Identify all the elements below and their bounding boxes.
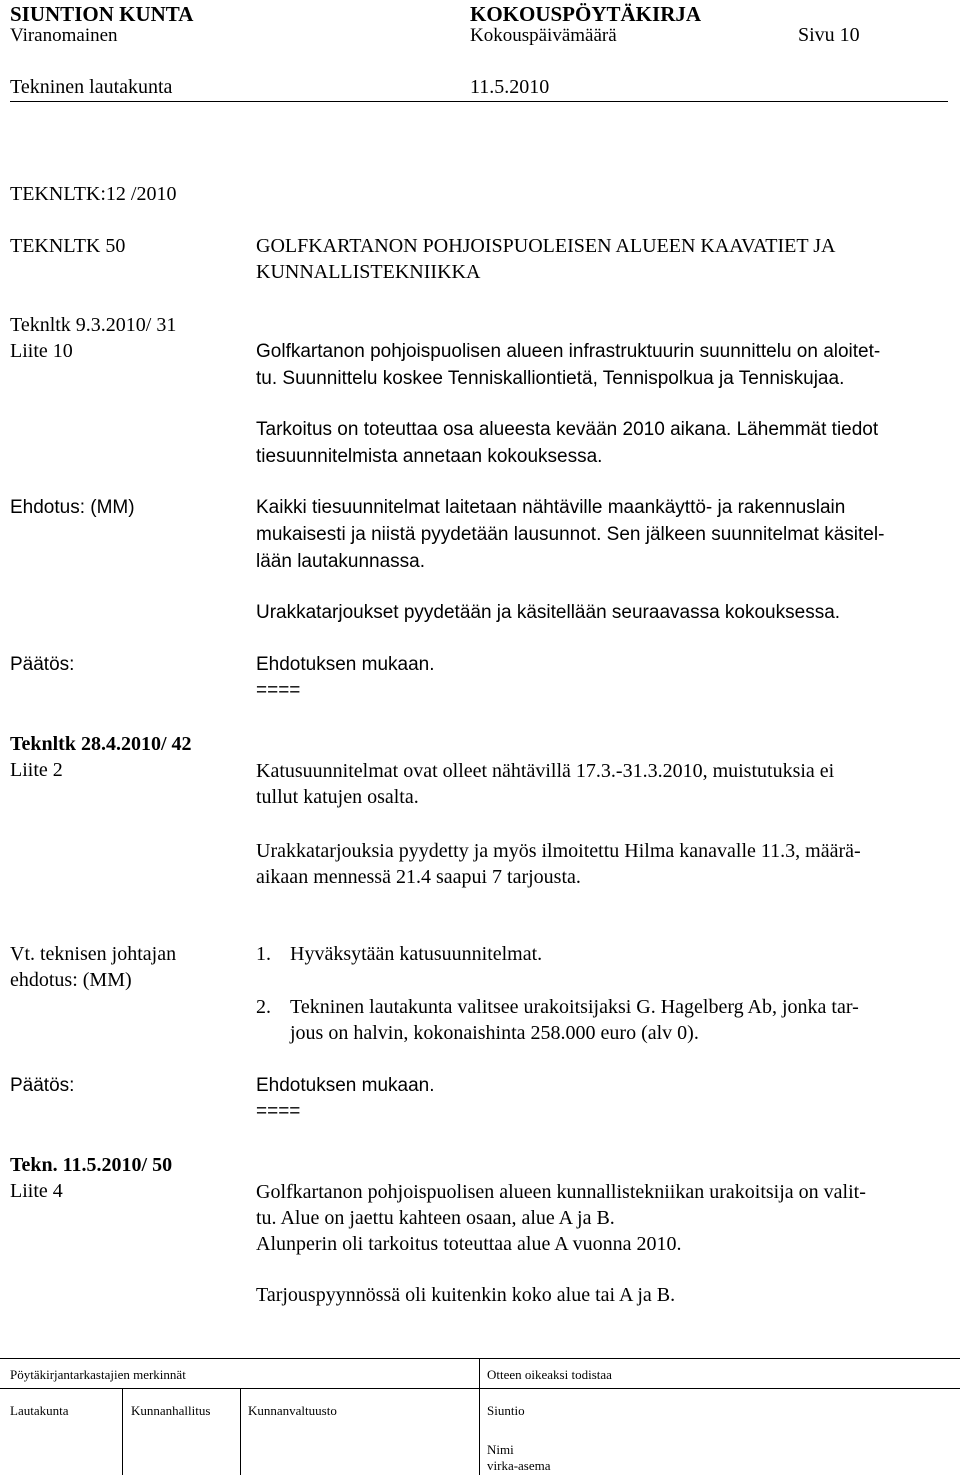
footer-council: Kunnanvaltuusto [248,1403,337,1418]
section2-text-line-4: aikaan mennessä 21.4 saapui 7 tarjousta. [256,866,581,888]
section2-attachment: Liite 2 [10,759,63,781]
footer-center-divider [479,1358,480,1475]
footer-place: Siuntio [487,1403,525,1418]
proposal2-label-line-1: Vt. teknisen johtajan [10,943,177,965]
decision-text: Ehdotuksen mukaan. [256,654,435,675]
section2-text-line-3: Urakkatarjouksia pyydetty ja myös ilmoitettu Hilma kanavalle 11.3, määrä- [256,840,861,862]
footer-reviewers-title: Pöytäkirjantarkastajien merkinnät [10,1367,186,1382]
case-number: TEKNLTK:12 /2010 [10,183,177,205]
org-name: SIUNTION KUNTA [10,2,194,26]
proposal2-item2-line-2: jous on halvin, kokonaishinta 258.000 euro (alv 0). [290,1022,699,1044]
proposal2-item1-text: Hyväksytään katusuunnitelmat. [290,943,543,965]
section2-text-line-2: tullut katujen osalta. [256,786,419,808]
proposal2-label-line-2: ehdotus: (MM) [10,969,132,991]
attachment-ref: Liite 10 [10,340,73,362]
proposal-text-line-3: lään lautakunnassa. [256,551,426,572]
section3-text-line-2: tu. Alue on jaettu kahteen osaan, alue A ja B. [256,1207,615,1229]
section3-text-line-3: Alunperin oli tarkoitus toteuttaa alue A vuonna 2010. [256,1233,682,1255]
section3-text-line-1: Golfkartanon pohjoispuolisen alueen kunnallistekniikan urakoitsija on valit- [256,1181,866,1203]
footer-divider-2 [240,1388,241,1475]
footer-certify-title: Otteen oikeaksi todistaa [487,1367,612,1382]
decision2-rule: ==== [256,1101,301,1122]
item-title-line-1: GOLFKARTANON POHJOISPUOLEISEN ALUEEN KAAVATIET JA [256,235,836,257]
intent-text-line-1: Tarkoitus on toteuttaa osa alueesta kevään 2010 aikana. Lähemmät tiedot [256,419,879,440]
background-text-line-1: Golfkartanon pohjoispuolisen alueen infrastruktuurin suunnittelu on aloitet- [256,341,881,362]
footer-role: virka-asema [487,1458,551,1473]
meeting-date: 11.5.2010 [470,76,550,98]
section2-ref: Teknltk 28.4.2010/ 42 [10,733,192,755]
background-text-line-2: tu. Suunnittelu koskee Tenniskalliontietä, Tennispolkua ja Tenniskujaa. [256,368,845,389]
decision-rule: ==== [256,680,301,701]
proposal-text-line-4: Urakkatarjoukset pyydetään ja käsitellään seuraavassa kokouksessa. [256,602,841,623]
decision2-text: Ehdotuksen mukaan. [256,1075,435,1096]
header-divider [10,101,948,102]
proposal2-item2-number: 2. [256,996,271,1018]
proposal2-item2-line-1: Tekninen lautakunta valitsee urakoitsijaksi G. Hagelberg Ab, jonka tar- [290,996,859,1018]
date-label: Kokouspäivämäärä [470,25,617,46]
page-number: Sivu 10 [798,24,860,46]
prior-decision-ref: Teknltk 9.3.2010/ 31 [10,314,177,336]
decision2-label: Päätös: [10,1075,75,1096]
section2-text-line-1: Katusuunnitelmat ovat olleet nähtävillä 17.3.-31.3.2010, muistutuksia ei [256,760,835,782]
document-type: KOKOUSPÖYTÄKIRJA [470,2,702,26]
authority-label: Viranomainen [10,25,118,46]
footer-municipal-board: Kunnanhallitus [131,1403,211,1418]
footer-header-border [0,1388,960,1389]
footer-top-border [0,1358,960,1359]
section-number: TEKNLTK 50 [10,235,126,257]
intent-text-line-2: tiesuunnitelmista annetaan kokouksessa. [256,446,603,467]
footer-board: Lautakunta [10,1403,69,1418]
footer-divider-1 [122,1388,123,1475]
proposal-text-line-1: Kaikki tiesuunnitelmat laitetaan nähtäville maankäyttö- ja rakennuslain [256,497,846,518]
section3-text-line-4: Tarjouspyynnössä oli kuitenkin koko alue tai A ja B. [256,1284,676,1306]
proposal-text-line-2: mukaisesti ja niistä pyydetään lausunnot. Sen jälkeen suunnitelmat käsitel- [256,524,885,545]
decision-label: Päätös: [10,654,75,675]
section3-attachment: Liite 4 [10,1180,63,1202]
item-title-line-2: KUNNALLISTEKNIIKKA [256,261,481,283]
authority-name: Tekninen lautakunta [10,76,173,98]
section3-ref: Tekn. 11.5.2010/ 50 [10,1154,173,1176]
proposal2-item1-number: 1. [256,943,271,965]
footer-name: Nimi [487,1442,514,1457]
proposal-label: Ehdotus: (MM) [10,497,135,518]
